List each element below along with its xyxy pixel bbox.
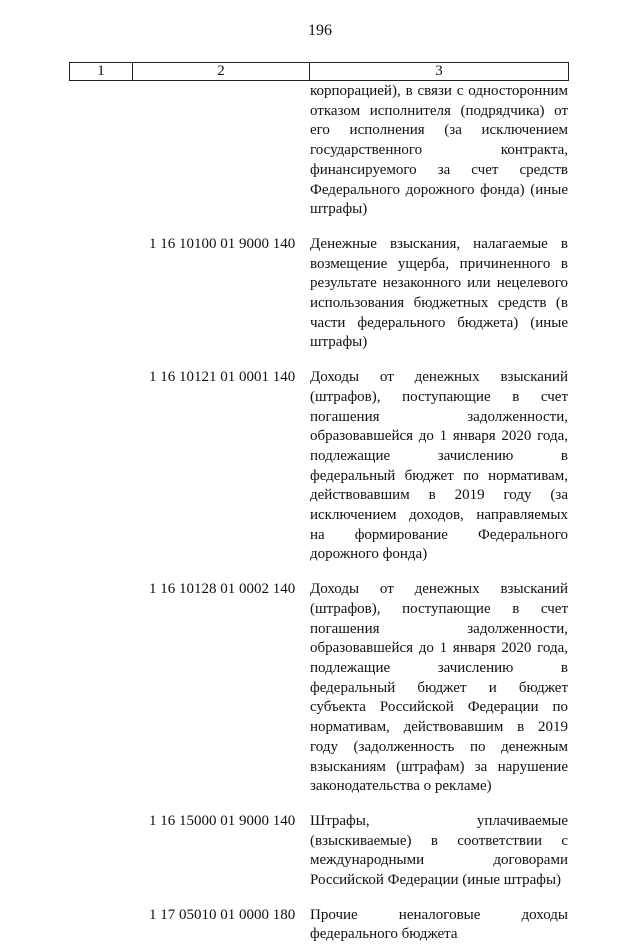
table-row xyxy=(0,82,640,220)
table-row xyxy=(0,812,640,891)
table-header xyxy=(69,62,569,81)
row-code: 1 16 10121 01 0001 140 xyxy=(149,369,296,386)
table-row xyxy=(0,368,640,565)
row-code: 1 16 15000 01 9000 140 xyxy=(149,812,296,829)
row-code: 1 16 10128 01 0002 140 xyxy=(149,581,296,598)
table-body xyxy=(0,82,640,945)
table-row xyxy=(0,235,640,353)
table-row xyxy=(0,906,640,945)
row-description: корпорацией), в связи с односторонним отказом исполнителя (подрядчика) от его исполнения (за исключением государственного контракта, финансируемого за счет средств Федерального дорожного фонда) (иные штрафы) xyxy=(310,83,568,218)
header-col-2: 2 xyxy=(133,63,310,80)
row-description: Доходы от денежных взысканий (штрафов), поступающие в счет погашения задолженности, образовавшейся до 1 января 2020 года, подлежащие зачислению в федеральный бюджет и бюджет субъекта Российской Федерации по нормативам, действовавшим в 2019 году (задолженность по денежным взысканиям (штрафам) за нарушение законодательства о рекламе) xyxy=(310,581,568,795)
page-number: 196 xyxy=(308,22,332,39)
header-col-3: 3 xyxy=(435,63,443,79)
row-description: Штрафы, уплачиваемые (взыскиваемые) в соответствии с международными договорами Российской Федерации (иные штрафы) xyxy=(310,812,568,889)
table-row xyxy=(0,580,640,797)
row-code: 1 16 10100 01 9000 140 xyxy=(149,235,296,252)
row-description: Доходы от денежных взысканий (штрафов), поступающие в счет погашения задолженности, образовавшейся до 1 января 2020 года, подлежащие зачислению в федеральный бюджет по нормативам, действовавшим в 2019 году (за исключением доходов, направляемых на формирование Федерального дорожного фонда) xyxy=(310,369,568,563)
header-col-1: 1 xyxy=(70,63,133,80)
row-description: Денежные взыскания, налагаемые в возмещение ущерба, причиненного в результате незаконного или нецелевого использования бюджетных средств (в части федерального бюджета) (иные штрафы) xyxy=(310,235,568,351)
row-description: Прочие неналоговые доходы федерального бюджета xyxy=(310,906,568,943)
row-code: 1 17 05010 01 0000 180 xyxy=(149,906,296,923)
